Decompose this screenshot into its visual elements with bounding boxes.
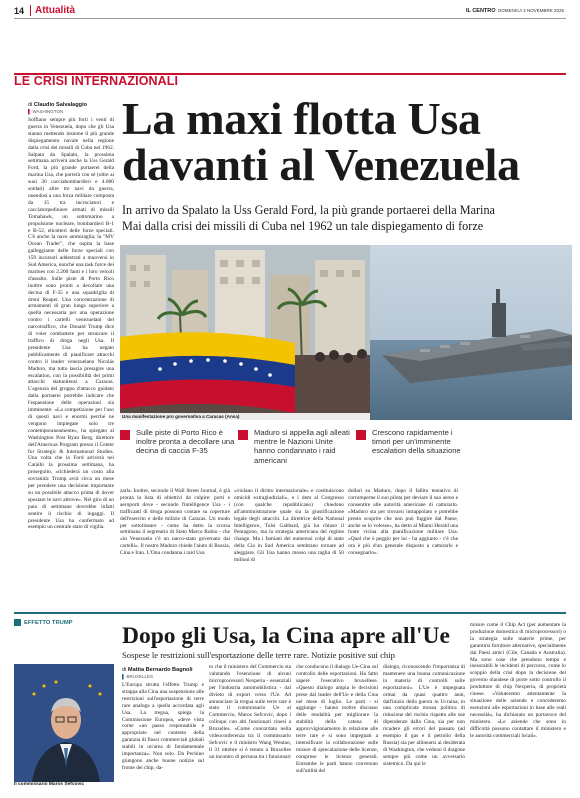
portrait-illustration — [14, 664, 114, 782]
author-name: Claudio Salvalaggio — [33, 102, 88, 108]
highlight-icon-1 — [120, 430, 130, 440]
highlight-box-2 — [238, 428, 354, 484]
section2-column-4: dialogo, riconoscendo l'importanza di mantenere una buona comunicazione in materia di controlli sulle esportazioni». L'Ue è impegnata ormai da quasi quattro anni, dall'inizio della guerra in Ucraina, in una complicata mossa politica di riduzione del rischio rispetto alle sue dipendenze dalla Cina, sia per non ricadere gli errori del passato (ad esempio il gas e il petrolio della Russia) sia per allinearsi ai desiderata di Washington, che vedono il dragone sempre più come un avversario sistemico. Da qui le — [383, 664, 465, 767]
highlight-box-1 — [120, 428, 236, 484]
main-photo — [120, 245, 572, 420]
article-column-1: Soffiano sempre più forti i venti di guerra in Venezuela, dopo che gli Usa stanno mettendo insieme il più grande dispiegamento navale nella regione dalla crisi dei missili di Cuba nel 1962. Salpata da Spalato, la prossima settimana arriverà anche la Uss Gerald Ford, la più grande portaerei della marina Usa, che porterà con sé (oltre ai suoi 30 cacciabombardieri e 4.000 soldati) altre tre navi da guerra, unendosi a una forza militare composta da 15 tra incrociatori e cacciatorpediniere armati di missili Tomahawk, un sottomarino a propulsione nucleare, bombardieri B-1 e B-52, elicotteri delle forze speciali. C'è anche la nave ammiraglia, la "MV Ocean Trader", che ospita la base galleggiante delle forze speciali con 159 incursori addestrati a muoversi in Sud America, nonché una task force dei marines con 2.200 fanti e i loro veicoli d'assalto. Sulle piste di Porto Rico inoltre sono pronti a decollare una decina di F-35 e una squadriglia di droni Reaper. Una concentrazione di armamenti di gran lunga superiore a quella necessaria per una operazione contro i cartelli venezuelani del narcotraffico, che Donald Trump dice di voler combattere per stroncare il traffico di droga negli Usa. Il presidente Usa ha negato pubblicamente di pianificare attacchi contro il leader venezuelano Nicolás Maduro, ma tutto lascia presagire una escalation, con la possibilità dei primi attacchi statunitensi a Caracas. L'agenzia del gruppo d'attacco guidato dalla portaerei potrebbe indicare che l'espansione delle operazioni sia imminente: «La competizione per l'uso di questi navi e enormi perché ne vengono impiegate solo tre contemporaneamente», ha spiegato al Washington Post Ryan Berg, direttore dell'Americas Program presso il Center for Strategic & International Studies. Una volta che la Ford arriverà nei Caraibi la prossima settimana, ha proseguito, «richiederà un costo alla sovranità: Trump avrà circa un mese per prendere una decisione importante su un possibile attacco prima di dover spostare le navi altrove». Nel giro di un paio di settimane dovrebbe infatti sentire il rischio di ingaggi. Il presidente Usa ha confermato ad esempio un centrale stato di vigilia. — [28, 117, 114, 531]
section2-column-3: che conducono il dialogo Ue-Cina sul controllo delle esportazioni. Ha fatto sapere l'esecutivo bruxellese. «Questo dialogo ampia le decisioni prese dal leader dell'Ue e della Cina nel mese di luglio. Le parti - si aggiunge - hanno inoltre discusso delle modalità per migliorare la stabilità della catena di approvvigionamento in relazione alle terre rare e si sono impegnati a intensificare la collaborazione sulle misure di sprecalazione delle licenze, comprese le licenze generali. Entrambe le parti hanno convenuto sull'utilità del — [296, 664, 378, 774]
photo-caption: Una manifestazione pro governativa a Caracas (Ansa) — [120, 413, 370, 420]
section-kicker — [14, 73, 566, 88]
portrait-caption: Il commissario Maros Sefcovic — [14, 782, 85, 787]
subhead-line-2: Mai dalla crisi dei missili di Cuba nel 1962 un tale dispiegamento di forze — [122, 219, 484, 233]
section2-column-5: misure come il Chip Act (per aumentare la produzione domestica di microprocessori) o la strategia sulle materie prime, per garantirsi forniture alternative, specialmente dai Paesi amici (Cile, Canada e Australia). Ma sono cose che prendono tempo e inesorabili le incidenti di percorso, come lo scoppio della crisi dopo la decisione del governo olandese di porre sotto controllo il produttore di chip Nexperia, di proprietà cinese. «Valuteremo attentamente la situazione delle aziende e concederemo esenzioni alle esportazioni in base alle reali necessità», ha dichiarato un portavoce del ministero. «Le aziende che sono in difficoltà possono contattare il ministero e le autorità commerciali locali». — [470, 622, 566, 739]
highlight-box-3 — [356, 428, 472, 484]
byline-prefix: di — [28, 102, 33, 108]
tag-marker — [14, 619, 21, 626]
highlight-text-3: Crescono rapidamente i timori per un'imminente escalation della situazione — [372, 428, 461, 456]
dateline-marker: ▌ — [28, 109, 32, 114]
section2-author: Mattia Bernardo Bagnoli — [127, 667, 193, 673]
page-header — [14, 5, 566, 19]
section2-dateline-marker: ▌ — [122, 674, 126, 679]
main-headline — [122, 93, 572, 190]
byline — [28, 102, 118, 108]
article-column-4: dollari su Maduro, dopo il fallito tentativo di corromperne il suo pilota per deviare il suo aereo e consentire alle autorità americane di catturarlo. «Maduro sta per trovarsi intrappolato e potrebbe presto scoprire che non può fuggire dal Paese, anche se lo volesse», ha detto al Miami Herald una fonte vicina alla pianificazione militare Usa. «Qual che è peggio per lui - ha aggiunto - c'è che ora è più d'un generale disposto a catturarlo e consegnarlo». — [348, 488, 458, 557]
subheadline — [122, 202, 572, 234]
portrait-photo — [14, 664, 114, 788]
page-number: 14 — [14, 6, 25, 16]
flag-illustration — [120, 332, 295, 413]
section2-subhead: Sospese le restrizioni sull'esportazione delle terre rare. Notizie positive sui chip — [122, 650, 395, 660]
highlight-text-1: Sulle piste di Porto Rico è inoltre pronta a decollare una decina di caccia F-35 — [136, 428, 235, 456]
section-label: Attualità — [30, 5, 75, 16]
section2-dateline-text: BRUXELLES — [126, 674, 153, 679]
section2-dateline — [122, 674, 153, 679]
section2-byline-prefix: di — [122, 667, 127, 673]
highlight-text-2: Maduro si appella agli alleati mentre le Nazioni Unite hanno condannato i raid americani — [254, 428, 350, 465]
section2-headline: Dopo gli Usa, la Cina apre all'Ue — [122, 623, 450, 649]
dateline-text: WASHINGTON — [32, 109, 64, 114]
section2-column-1: L'Europa strutta l'effetto Trump e strappa alla Cina una sospensione alle restrizioni sull'esportazione di terre rare analoga a quella accordata agli Usa. La tregua, spiega la Commissione Europea, «deve vista come «un passo responsabile e appropriato nel contesto della garanzia di flussi commerciali globali stabili in un'area di fondamentale importanza». Non solo. Da Pechino giungono anche buone notizie sul fronte dei chip, da- — [122, 682, 204, 771]
issue-date: DOMENICA 2 NOVEMBRE 2025 — [498, 8, 565, 13]
dateline — [28, 109, 63, 114]
highlight-icon-2 — [238, 430, 248, 440]
headline-line-1: La maxi flotta Usa — [122, 93, 481, 144]
masthead: IL CENTRO — [466, 8, 496, 14]
tag-text: EFFETTO TRUMP — [24, 619, 73, 626]
photo-illustration — [120, 245, 572, 420]
highlight-icon-3 — [356, 430, 366, 440]
subhead-line-1: In arrivo da Spalato la Uss Gerald Ford, la più grande portaerei della Marina — [122, 203, 495, 217]
headline-line-2: davanti al Venezuela — [122, 139, 520, 190]
section2-column-2: to che il ministero del Commercio sta valutando l'esenzione di alcuni microprocessori Nexperia - essenziali per l'industria automobilistica - dal divieto di export verso l'Ue. Ad annunciare la tregua sulle terre rare è stato il commissario Ue al Commercio, Maros Sefcovic, dopo i colloqui con alti funzionari cinesi a Bruxelles. «Come concordato nella videoconferenza tra il commissario Sefcovic e il ministro Wang Wentao, il 31 ottobre si è tenuto a Bruxelles un incontro di persona tra i funzionari — [209, 664, 291, 760]
kicker-text: LE CRISI INTERNAZIONALI — [14, 74, 179, 88]
article-column-2: zarla. Inoltre, secondo il Wall Street Journal, è già pronta la lista di obiettivi da colpire: porti e aeroporti dove - secondo l'intelligence Usa - i trafficanti di droga possono contare su coperture dell'esercito e delle milizie di Caracas. Un modo per sottolineare - come ha detto la scorsa settimana il segretario di Stato Marco Rubio - che «in Venezuela c'è un narco-stato governato dai cartelli». Il nostro Maduro chiede l'aiuto di Russia, Cina e Iran. L'Onu condanna i raid Usa — [120, 488, 230, 557]
article-column-3: «violano il diritto internazionale» e costituiscono omicidi extragiudiziali», e i dem al Congresso (con qualche repubblicano) chiedono all'amministrazione quale sia la giustificazione legale degli attacchi. La direttrice della National Intelligence, Tulsi Gabbard, già ha chiuso il Pentagono, ma la strategia americana del regime change. Ma i famiani dei numerosi colpi di stato della Cia in Sud America sembrano tornare ad aleggiare. Gli Usa hanno mosso una taglia di 50 milioni di — [234, 488, 344, 564]
